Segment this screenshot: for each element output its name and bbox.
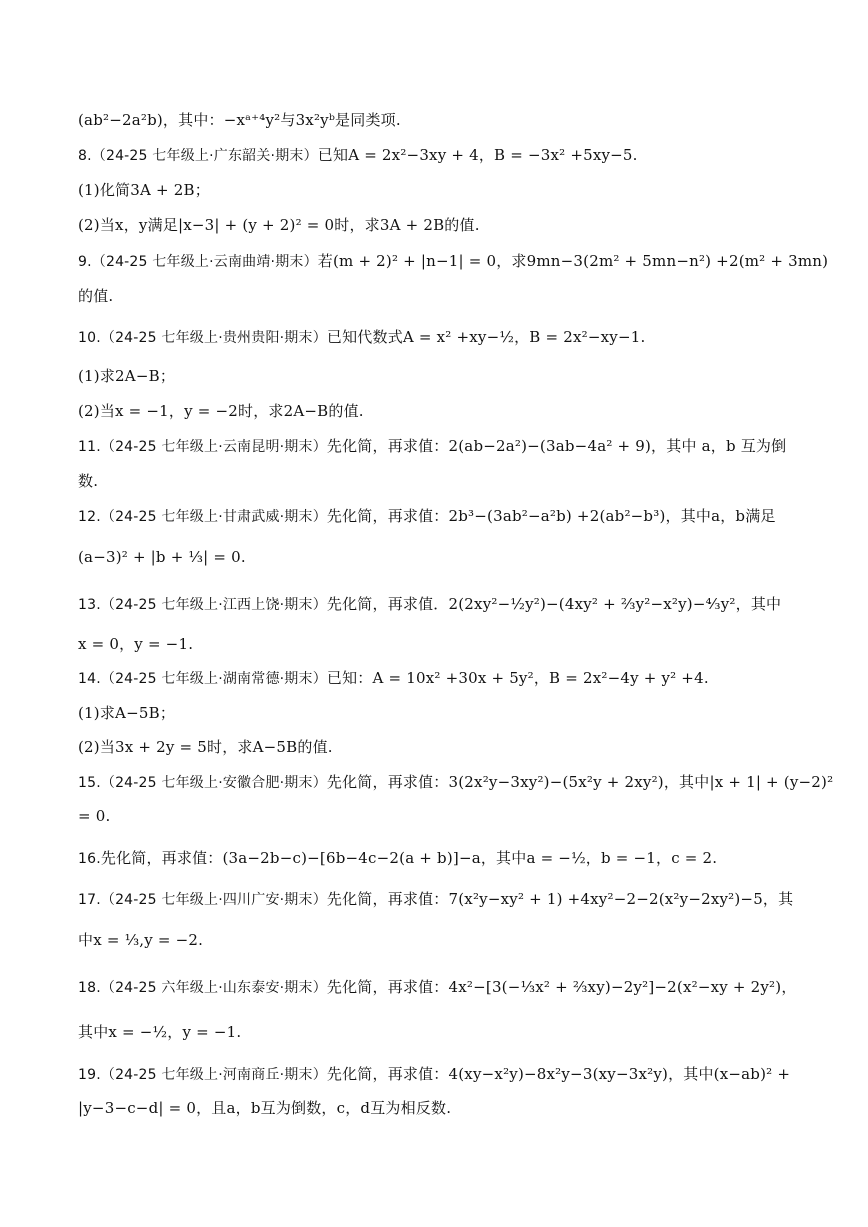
problem-line: 9.（24-25 七年级上·云南曲靖·期末）若(m + 2)² + |n−1| = 0，求9mn−3(2m² + 5mn−n²) +2(m² + 3mn) xyxy=(78,252,829,270)
problem-line: 其中x = −½，y = −1. xyxy=(78,1023,242,1041)
problem-line: 8.（24-25 七年级上·广东韶关·期末）已知A = 2x²−3xy + 4，B = −3x² +5xy−5. xyxy=(78,146,638,164)
problem-line: 中x = ⅓,y = −2. xyxy=(78,931,204,949)
problem-line: (1)求A−5B； xyxy=(78,704,176,722)
problem-line: 17.（24-25 七年级上·四川广安·期末）先化简，再求值：7(x²y−xy² + 1) +4xy²−2−2(x²y−2xy²)−5，其 xyxy=(78,890,794,908)
problem-line: 12.（24-25 七年级上·甘肃武威·期末）先化简，再求值：2b³−(3ab²−a²b) +2(ab²−b³)，其中a，b满足 xyxy=(78,507,776,525)
problem-line: 13.（24-25 七年级上·江西上饶·期末）先化简，再求值．2(2xy²−½y²)−(4xy² + ⅔y²−x²y)−⁴⁄₃y²，其中 xyxy=(78,595,782,613)
problem-line: 15.（24-25 七年级上·安徽合肥·期末）先化简，再求值：3(2x²y−3xy²)−(5x²y + 2xy²)，其中|x + 1| + (y−2)² xyxy=(78,773,834,791)
problem-line: (2)当3x + 2y = 5时，求A−5B的值. xyxy=(78,738,333,756)
problem-line: 10.（24-25 七年级上·贵州贵阳·期末）已知代数式A = x² +xy−½，B = 2x²−xy−1. xyxy=(78,328,646,346)
problem-line: (1)求2A−B； xyxy=(78,367,176,385)
problem-line: (a−3)² + |b + ⅓| = 0. xyxy=(78,548,246,566)
problem-line: 数. xyxy=(78,472,99,490)
problem-line: (1)化简3A + 2B； xyxy=(78,181,210,199)
problem-line: 14.（24-25 七年级上·湖南常德·期末）已知：A = 10x² +30x + 5y²，B = 2x²−4y + y² +4. xyxy=(78,669,709,687)
problem-line: = 0. xyxy=(78,807,111,825)
problem-line: 18.（24-25 六年级上·山东泰安·期末）先化简，再求值：4x²−[3(−⅓x² + ⅔xy)−2y²]−2(x²−xy + 2y²)， xyxy=(78,978,797,996)
problem-line: 19.（24-25 七年级上·河南商丘·期末）先化简，再求值：4(xy−x²y)−8x²y−3(xy−3x²y)，其中(x−ab)² + xyxy=(78,1065,791,1083)
problem-line: 16.先化简，再求值：(3a−2b−c)−[6b−4c−2(a + b)]−a，其中a = −½，b = −1，c = 2. xyxy=(78,849,718,867)
problem-line: |y−3−c−d| = 0，且a，b互为倒数，c，d互为相反数. xyxy=(78,1099,452,1117)
problem-line: 11.（24-25 七年级上·云南昆明·期末）先化简，再求值：2(ab−2a²)−(3ab−4a² + 9)，其中 a，b 互为倒 xyxy=(78,437,787,455)
problem-line: (2)当x = −1，y = −2时，求2A−B的值. xyxy=(78,402,364,420)
problem-line: 的值. xyxy=(78,287,114,305)
problem-line: x = 0，y = −1. xyxy=(78,635,194,653)
problem-line: (2)当x，y满足|x−3| + (y + 2)² = 0时，求3A + 2B的值. xyxy=(78,216,480,234)
problem-line: (ab²−2a²b)，其中：−xᵃ⁺⁴y²与3x²yᵇ是同类项. xyxy=(78,111,401,129)
